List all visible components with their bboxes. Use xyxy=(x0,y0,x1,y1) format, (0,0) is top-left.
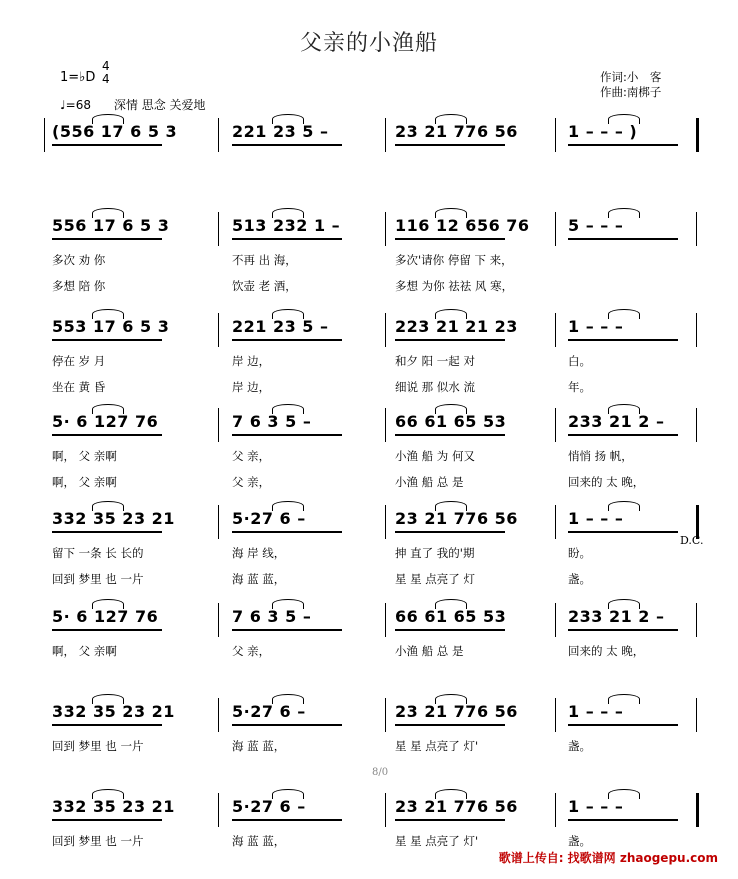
measure-notes: 1 – – – xyxy=(568,317,624,336)
beam-line xyxy=(568,339,678,341)
time-signature: 4 4 xyxy=(102,59,110,86)
barline xyxy=(218,793,219,827)
barline xyxy=(555,603,556,637)
lyric-line: 啊， 父 亲啊 xyxy=(52,475,117,489)
beam-line xyxy=(395,819,505,821)
measure-notes: 233 21 2 – xyxy=(568,607,665,626)
measure-notes: 7 6 3 5 – xyxy=(232,607,312,626)
beam-line xyxy=(568,434,678,436)
measure-notes: 223 21 21 23 xyxy=(395,317,518,336)
beam-line xyxy=(232,629,342,631)
beam-line xyxy=(232,144,342,146)
beam-line xyxy=(395,434,505,436)
beam-line xyxy=(52,724,162,726)
lyric-line: 小渔 船 总 是 xyxy=(395,475,464,489)
lyric-line: 海 蓝 蓝， xyxy=(232,739,286,753)
measure-notes: 332 35 23 21 xyxy=(52,797,175,816)
staff-row xyxy=(0,118,738,204)
composer: 作曲:南梆子 xyxy=(600,85,662,99)
measure-notes: 23 21 776 56 xyxy=(395,122,518,141)
beam-line xyxy=(395,339,505,341)
barline xyxy=(385,313,386,347)
footer-credit: 歌谱上传自: 找歌谱网 zhaogepu.com xyxy=(498,851,718,865)
measure-notes: 5·27 6 – xyxy=(232,702,306,721)
beam-line xyxy=(232,724,342,726)
measure-notes: 1 – – – xyxy=(568,797,624,816)
beam-line xyxy=(568,144,678,146)
beam-line xyxy=(568,819,678,821)
tempo-mark: ♩=68 xyxy=(60,98,91,112)
song-title: 父亲的小渔船 xyxy=(299,31,438,56)
barline xyxy=(696,313,697,347)
barline xyxy=(218,603,219,637)
barline xyxy=(696,408,697,442)
lyric-line: 海 岸 线， xyxy=(232,546,286,560)
barline xyxy=(385,603,386,637)
lyric-line: 细说 那 似水 流 xyxy=(395,380,475,394)
measure-notes: 221 23 5 – xyxy=(232,122,329,141)
barline xyxy=(44,118,45,152)
lyric-line: 饮壶 老 酒， xyxy=(232,279,297,293)
lyric-line: 留下 一条 长 长的 xyxy=(52,546,144,560)
barline xyxy=(218,505,219,539)
lyric-line: 不再 出 海， xyxy=(232,253,297,267)
lyric-line: 啊， 父 亲啊 xyxy=(52,644,117,658)
beam-line xyxy=(52,531,162,533)
lyric-line: 小渔 船 总 是 xyxy=(395,644,464,658)
barline xyxy=(555,793,556,827)
measure-notes: 5·27 6 – xyxy=(232,509,306,528)
lyric-line: 父 亲， xyxy=(232,449,271,463)
measure-notes: 66 61 65 53 xyxy=(395,412,507,431)
lyric-line: 星 星 点亮了 灯' xyxy=(395,834,479,848)
lyric-line: 多次'请你 停留 下 来， xyxy=(395,253,513,267)
lyric-line: 回来的 太 晚， xyxy=(568,644,645,658)
beam-line xyxy=(232,819,342,821)
lyric-line: 海 蓝 蓝， xyxy=(232,834,286,848)
staff-row xyxy=(0,313,738,399)
beam-line xyxy=(52,629,162,631)
beam-line xyxy=(395,724,505,726)
key-note: D xyxy=(85,70,96,85)
staff-row xyxy=(0,212,738,298)
beam-line xyxy=(52,238,162,240)
measure-notes: 1 – – – xyxy=(568,509,624,528)
barline xyxy=(555,505,556,539)
lyric-line: 回到 梦里 也 一片 xyxy=(52,572,144,586)
beam-line xyxy=(52,819,162,821)
beam-line xyxy=(232,238,342,240)
lyric-line: 星 星 点亮了 灯' xyxy=(395,739,479,753)
measure-notes: 7 6 3 5 – xyxy=(232,412,312,431)
barline xyxy=(696,118,699,152)
barline xyxy=(218,698,219,732)
lyric-line: 悄悄 扬 帆， xyxy=(568,449,633,463)
measure-notes: 116 12 656 76 xyxy=(395,216,530,235)
lyric-line: 星 星 点亮了 灯 xyxy=(395,572,475,586)
beam-line xyxy=(568,724,678,726)
lyric-line: 多想 为你 祛祛 风 寒， xyxy=(395,279,514,293)
beam-line xyxy=(52,144,162,146)
beam-line xyxy=(395,144,505,146)
lyricist: 作词:小 客 xyxy=(600,70,662,84)
lyric-line: 年。 xyxy=(568,380,591,394)
staff-row xyxy=(0,603,738,689)
measure-notes: 1 – – – ) xyxy=(568,122,638,141)
lyric-line: 啊， 父 亲啊 xyxy=(52,449,117,463)
credits xyxy=(600,70,661,100)
page-mark: 8/0 xyxy=(372,767,389,778)
beam-line xyxy=(568,238,678,240)
lyric-line: 盏。 xyxy=(568,739,591,753)
beam-line xyxy=(232,339,342,341)
lyric-line: 小渔 船 为 何又 xyxy=(395,449,475,463)
barline xyxy=(696,603,697,637)
measure-notes: 23 21 776 56 xyxy=(395,509,518,528)
lyric-line: 多想 陪 你 xyxy=(52,279,106,293)
staff-row xyxy=(0,505,738,591)
measure-notes: 23 21 776 56 xyxy=(395,797,518,816)
lyric-line: 多次 劝 你 xyxy=(52,253,106,267)
lyric-line: 盏。 xyxy=(568,572,591,586)
measure-notes: 1 – – – xyxy=(568,702,624,721)
barline xyxy=(385,505,386,539)
barline xyxy=(385,408,386,442)
barline xyxy=(696,212,697,246)
lyric-line: 白。 xyxy=(568,354,591,368)
flat-sign: ♭ xyxy=(79,70,86,85)
tempo-line xyxy=(60,96,206,113)
barline xyxy=(555,313,556,347)
measure-notes: 5· 6 127 76 xyxy=(52,412,159,431)
barline xyxy=(218,212,219,246)
barline xyxy=(555,698,556,732)
da-capo-mark: D.C. xyxy=(680,534,704,547)
beam-line xyxy=(568,531,678,533)
barline xyxy=(385,793,386,827)
staff-row xyxy=(0,408,738,494)
beam-line xyxy=(52,434,162,436)
barline xyxy=(218,313,219,347)
key-prefix: 1= xyxy=(60,70,80,85)
barline xyxy=(385,212,386,246)
beam-line xyxy=(232,531,342,533)
measure-notes: 556 17 6 5 3 xyxy=(52,216,170,235)
barline xyxy=(555,118,556,152)
barline xyxy=(218,408,219,442)
measure-notes: 553 17 6 5 3 xyxy=(52,317,170,336)
lyric-line: 海 蓝 蓝， xyxy=(232,572,286,586)
lyric-line: 和夕 阳 一起 对 xyxy=(395,354,475,368)
measure-notes: 66 61 65 53 xyxy=(395,607,507,626)
lyric-line: 父 亲， xyxy=(232,644,271,658)
barline xyxy=(696,698,697,732)
measure-notes: (556 17 6 5 3 xyxy=(52,122,178,141)
measure-notes: 5 – – – xyxy=(568,216,624,235)
measure-notes: 23 21 776 56 xyxy=(395,702,518,721)
lyric-line: 停在 岁 月 xyxy=(52,354,106,368)
staff-row xyxy=(0,793,738,879)
beam-line xyxy=(232,434,342,436)
measure-notes: 221 23 5 – xyxy=(232,317,329,336)
measure-notes: 5·27 6 – xyxy=(232,797,306,816)
beam-line xyxy=(395,238,505,240)
measure-notes: 332 35 23 21 xyxy=(52,509,175,528)
lyric-line: 回到 梦里 也 一片 xyxy=(52,739,144,753)
barline xyxy=(385,698,386,732)
beam-line xyxy=(395,531,505,533)
lyric-line: 岸 边， xyxy=(232,354,271,368)
lyric-line: 坐在 黄 昏 xyxy=(52,380,106,394)
barline xyxy=(555,212,556,246)
beam-line xyxy=(568,629,678,631)
measure-notes: 513 232 1 – xyxy=(232,216,341,235)
lyric-line: 回到 梦里 也 一片 xyxy=(52,834,144,848)
measure-notes: 5· 6 127 76 xyxy=(52,607,159,626)
key-signature xyxy=(60,59,110,86)
barline xyxy=(696,793,699,827)
barline xyxy=(555,408,556,442)
lyric-line: 回来的 太 晚， xyxy=(568,475,645,489)
beam-line xyxy=(395,629,505,631)
lyric-line: 抻 直了 我的'期 xyxy=(395,546,475,560)
lyric-line: 盼。 xyxy=(568,546,591,560)
expression-mark: 深情 思念 关爱地 xyxy=(113,98,206,112)
staff-row xyxy=(0,698,738,784)
lyric-line: 父 亲， xyxy=(232,475,271,489)
beam-line xyxy=(52,339,162,341)
barline xyxy=(385,118,386,152)
measure-notes: 332 35 23 21 xyxy=(52,702,175,721)
lyric-line: 盏。 xyxy=(568,834,591,848)
lyric-line: 岸 边， xyxy=(232,380,271,394)
measure-notes: 233 21 2 – xyxy=(568,412,665,431)
barline xyxy=(218,118,219,152)
